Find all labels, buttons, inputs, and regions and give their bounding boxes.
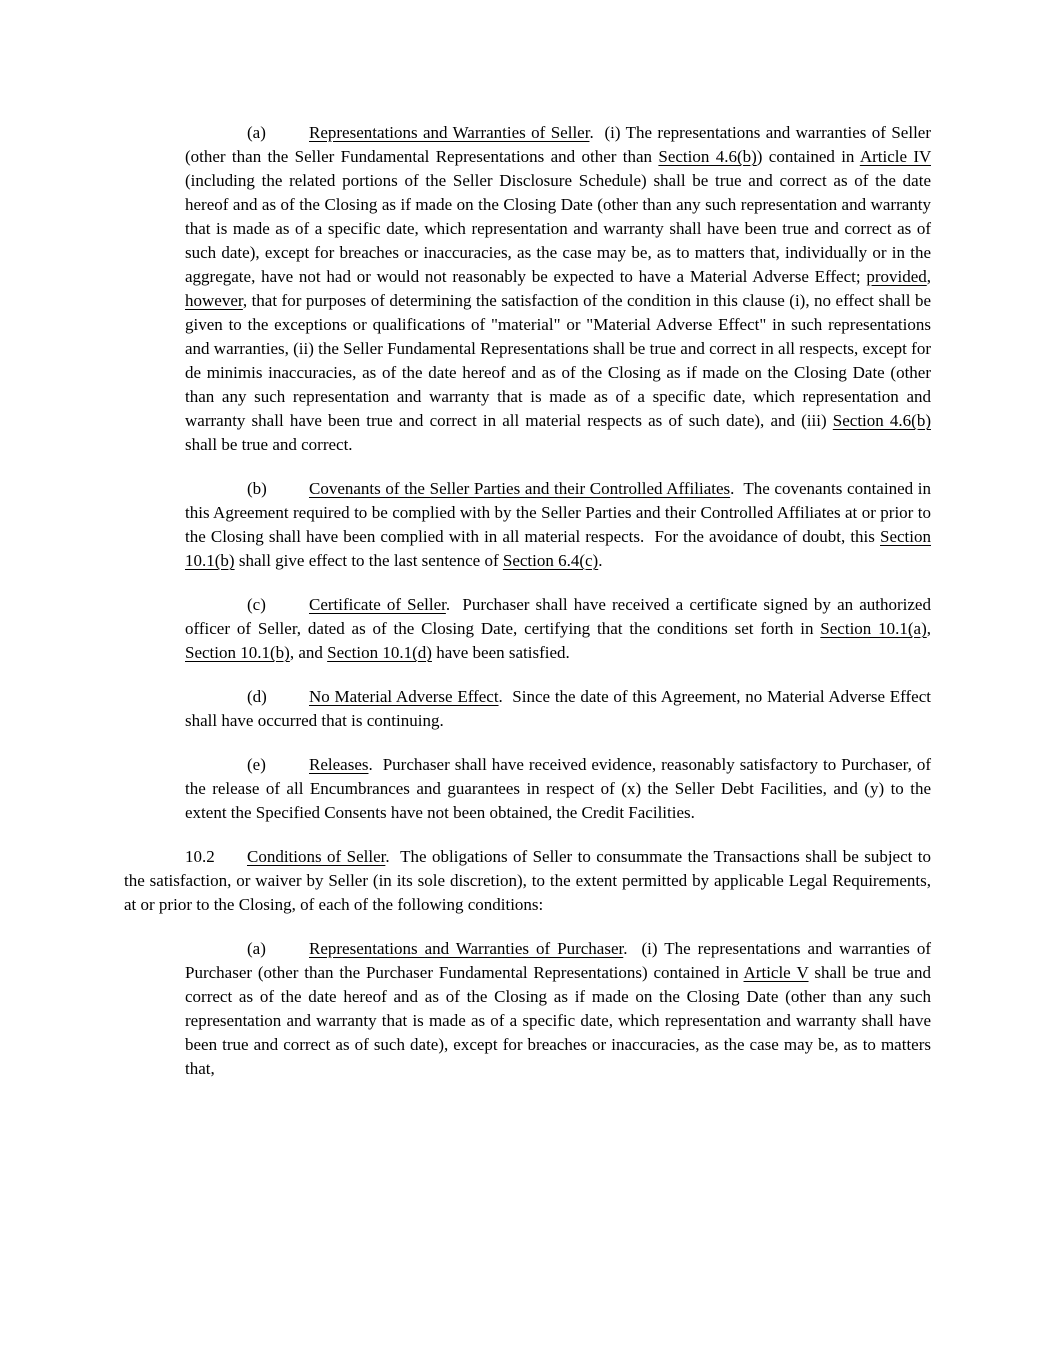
text-run: . The obligations of Seller to consummate the Transactions shall be subject to the satisfaction, or waiver by Seller (in its sole discretion), to the extent permitted by applicable Legal Requirements, at or prior to the Closing, of each of the following conditions: [124,847,932,914]
text-run: . The covenants contained in this Agreement required to be complied with by the Seller Parties and their Controlled Affiliates at or prior to the Closing shall have been complied with in all material respects. For the avoidance of doubt, this [185,479,931,546]
text-run: . [598,551,603,570]
underlined-text-run: Representations and Warranties of Purchaser [309,939,624,958]
text-run: , [926,619,931,638]
underlined-text-run: Section 10.1(b) [185,527,931,570]
text-run: . (i) The representations and warranties of Purchaser (other than the Purchaser Fundamental Representations) contained in [185,939,932,982]
underlined-text-run: Representations and Warranties of Seller [309,123,590,142]
text-run: (including the related portions of the Seller Disclosure Schedule) shall be true and correct as of the date hereof and as of the Closing as if made on the Closing Date (other than any such representation and warranty that is made as of a specific date, which representation and warranty shall have been true and correct as of such date), except for breaches or inaccuracies, as the case may be, as to matters that, individually or in the aggregate, have not had or would not reasonably be expected to have a Material Adverse Effect; [185,171,931,286]
underlined-text-run: Section 10.1(b) [185,643,290,662]
text-run: . Purchaser shall have received evidence, reasonably satisfactory to Purchaser, of the release of all Encumbrances and guarantees in respect of (x) the Seller Debt Facilities, and (y) to the extent the Specified Consents have not been obtained, the Credit Facilities. [185,755,931,822]
clause-number: 10.2 [185,847,215,866]
underlined-text-run: Section 4.6(b) [658,147,757,166]
underlined-text-run: Section 10.1(d) [327,643,432,662]
text-run: shall be true and correct. [185,435,353,454]
document-body [124,121,931,1101]
underlined-text-run: provided [866,267,927,286]
text-run: . (i) The representations and warranties of Seller (other than the Seller Fundamental Representations and other than [185,123,932,166]
clause-10-1-e-releases [185,753,931,825]
underlined-text-run: Covenants of the Seller Parties and their Controlled Affiliates [309,479,731,498]
text-run: . Since the date of this Agreement, no Material Adverse Effect shall have occurred that is continuing. [185,687,931,730]
text-run: , [926,267,931,286]
clause-number: (b) [247,479,267,498]
clause-number: (a) [247,123,266,142]
underlined-text-run: Article IV [859,147,931,166]
text-run: shall give effect to the last sentence of [234,551,503,570]
text-run: . Purchaser shall have received a certificate signed by an authorized officer of Seller, dated as of the Closing Date, certifying that the conditions set forth in [185,595,931,638]
text-run: , that for purposes of determining the satisfaction of the condition in this clause (i), no effect shall be given to the exceptions or qualifications of "material" or "Material Adverse Effect" in such representations and warranties, (ii) the Seller Fundamental Representations shall be true and correct in all respects, except for de minimis inaccuracies, as of the date hereof and as of the Closing as if made on the Closing Date (other than any such representation and warranty that is made as of a specific date, which representation and warranty shall have been true and correct in all material respects as of such date), and (iii) [185,291,931,430]
underlined-text-run: Section 10.1(a) [820,619,927,638]
clause-10-1-c-certificate-of-seller [185,593,931,665]
underlined-text-run: Article V [743,963,809,982]
underlined-text-run: Releases [309,755,369,774]
clause-number: (d) [247,687,267,706]
text-run: shall be true and correct as of the date hereof and as of the Closing as if made on the Closing Date (other than any such representation and warranty that is made as of a specific date, which representation and warranty shall have been true and correct as of such date), except for breaches or inaccuracies, as the case may be, as to matters that, [185,963,931,1078]
section-10-2-conditions-of-seller [124,845,931,917]
text-run: have been satisfied. [431,643,570,662]
underlined-text-run: however [185,291,243,310]
underlined-text-run: Conditions of Seller [247,847,386,866]
underlined-text-run: No Material Adverse Effect [309,687,499,706]
text-run: , and [289,643,328,662]
clause-10-1-a-representations-warranties-seller [185,121,931,457]
text-run: ) contained in [756,147,860,166]
underlined-text-run: Section 4.6(b) [832,411,931,430]
underlined-text-run: Certificate of Seller [309,595,446,614]
clause-10-1-b-covenants-seller-parties [185,477,931,573]
clause-10-2-a-representations-warranties-purchaser [185,937,931,1081]
underlined-text-run: Section 6.4(c) [502,551,599,570]
clause-number: (c) [247,595,266,614]
clause-10-1-d-no-material-adverse-effect [185,685,931,733]
clause-number: (a) [247,939,266,958]
clause-number: (e) [247,755,266,774]
